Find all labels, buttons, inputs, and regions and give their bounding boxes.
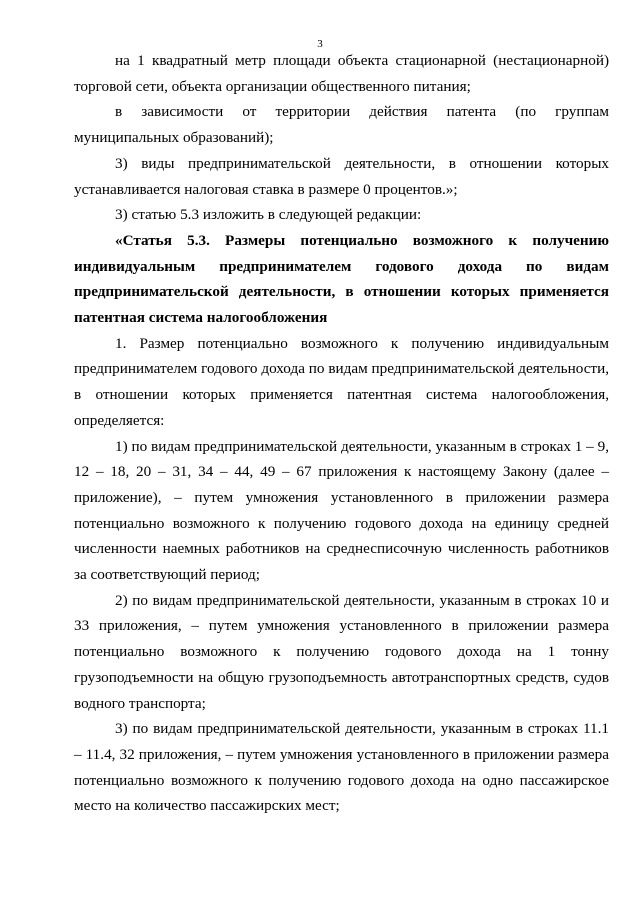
paragraph-2: в зависимости от территории действия патента (по группам муниципальных образований); xyxy=(74,103,609,147)
article-heading: «Статья 5.3. Размеры потенциально возможного к получению индивидуальным предпринимателем годового дохода по видам предпринимательской деятельности, в отношении которых применяется патентная система налогообложения xyxy=(74,231,609,327)
document-body xyxy=(74,48,609,819)
page-number: 3 xyxy=(317,38,323,50)
list-item-2: 2) по видам предпринимательской деятельности, указанным в строках 10 и 33 приложения, – путем умножения установленного в приложении размера потенциально возможного к получению годового дохода на 1 тонну грузоподъемности на общую грузоподъемность автотранспортных средств, судов водного транспорта; xyxy=(74,591,609,712)
list-item-3: 3) по видам предпринимательской деятельности, указанным в строках 11.1 – 11.4, 32 приложения, – путем умножения установленного в приложении размера потенциально возможного к получению годового дохода на одно пассажирское место на количество пассажирских мест; xyxy=(74,720,609,815)
paragraph-4: 3) статью 5.3 изложить в следующей редакции: xyxy=(115,206,422,224)
paragraph-6: 1. Размер потенциально возможного к получению индивидуальным предпринимателем годового дохода по видам предпринимательской деятельности, в отношении которых применяется патентная система налогообложения, определяется: xyxy=(74,334,609,429)
paragraph-1: на 1 квадратный метр площади объекта стационарной (нестационарной) торговой сети, объекта организации общественного питания; xyxy=(74,52,609,95)
paragraph-3: 3) виды предпринимательской деятельности, в отношении которых устанавливается налоговая ставка в размере 0 процентов.»; xyxy=(74,154,609,198)
list-item-1: 1) по видам предпринимательской деятельности, указанным в строках 1 – 9, 12 – 18, 20 – 31, 34 – 44, 49 – 67 приложения к настоящему Закону (далее – приложение), – путем умножения установленного в приложении размера потенциально возможного к получению годового дохода на единицу средней численности наемных работников на среднесписочную численность работников за соответствующий период; xyxy=(74,437,609,584)
